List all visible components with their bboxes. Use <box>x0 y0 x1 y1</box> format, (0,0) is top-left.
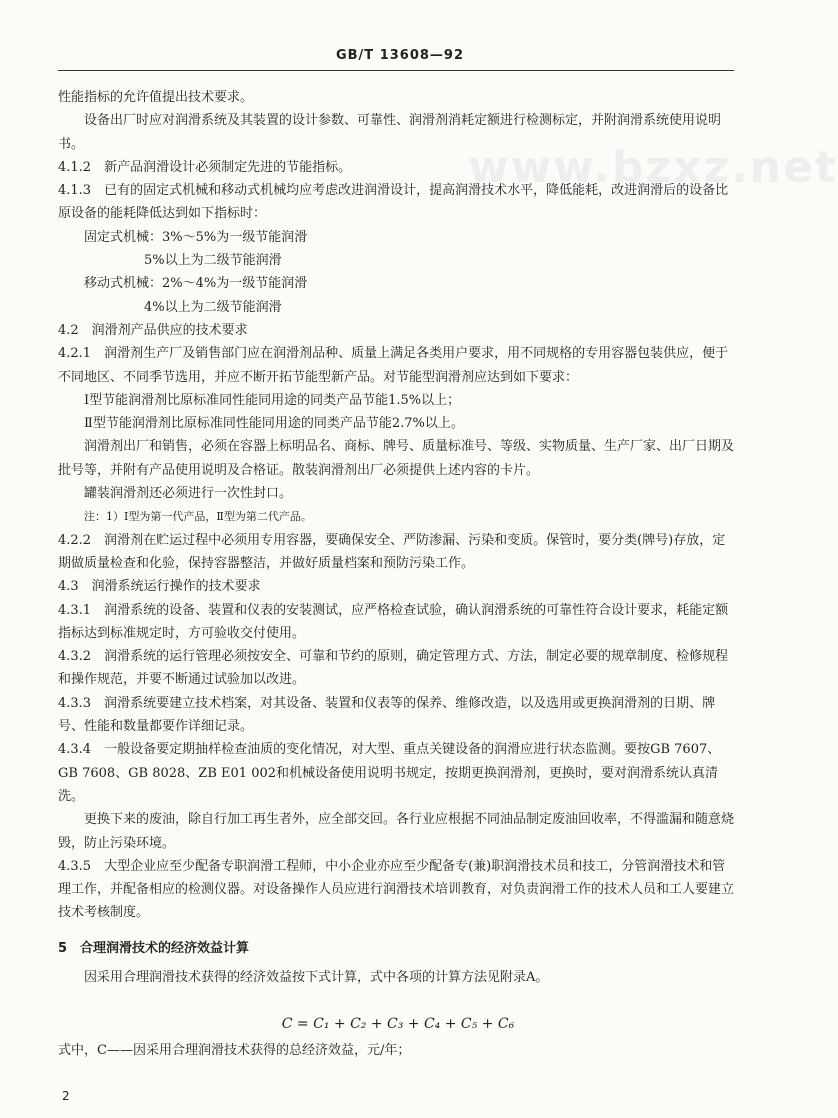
paragraph: 设备出厂时应对润滑系统及其装置的设计参数、可靠性、润滑剂消耗定额进行检测标定，并附润滑系统使用说明书。 <box>58 113 722 152</box>
section-4-3-heading: 4.3 润滑系统运行操作的技术要求 <box>58 579 261 595</box>
page-number: 2 <box>62 1089 70 1103</box>
clause-4-2-1: 4.2.1 润滑剂生产厂及销售部门应在润滑剂品种、质量上满足各类用户要求，用不同规格的专用容器包装供应，便于不同地区、不同季节选用，并应不断开拓节能型新产品。对节能型润滑剂应达到如下要求： <box>58 346 729 385</box>
clause-4-3-4: 4.3.4 一般设备要定期抽样检查油质的变化情况，对大型、重点关键设备的润滑应进行状态监测。要按GB 7607、GB 7608、GB 8028、ZB E01 002和机械设备使用说明书规定，按期更换润滑剂，更换时，要对润滑系统认真清洗。 <box>58 742 721 804</box>
clause-4-1-2: 4.1.2 新产品润滑设计必须制定先进的节能指标。 <box>58 159 352 175</box>
note: 注：1）Ⅰ型为第一代产品，Ⅱ型为第二代产品。 <box>84 510 312 524</box>
section-4-2-heading: 4.2 润滑剂产品供应的技术要求 <box>58 322 248 338</box>
clause-4-3-5: 4.3.5 大型企业应至少配备专职润滑工程师，中小企业亦应至少配备专(兼)职润滑技术员和技工，分管润滑技术和管理工作，并配备相应的检测仪器。对设备操作人员应进行润滑技术培训教育，对负责润滑工作的技术人员和工人要建立技术考核制度。 <box>58 858 735 921</box>
paragraph: 罐装润滑剂还必须进行一次性封口。 <box>84 486 293 502</box>
watermark: www.bzxz.net <box>468 142 838 193</box>
paragraph: 润滑剂出厂和销售，必须在容器上标明品名、商标、牌号、质量标准号、等级、实物质量、生产厂家、出厂日期及批号等，并附有产品使用说明及合格证。散装润滑剂出厂必须提供上述内容的卡片。 <box>58 439 735 478</box>
paragraph: 更换下来的废油，除自行加工再生者外，应全部交回。各行业应根据不同油品制定废油回收率，不得滥漏和随意烧毁，防止污染环境。 <box>58 812 735 851</box>
header-rule <box>58 70 734 71</box>
indicator-line: 5%以上为二级节能润滑 <box>144 253 282 269</box>
document-body <box>58 86 738 1062</box>
section-5-heading: 5 合理润滑技术的经济效益计算 <box>58 940 250 956</box>
indicator-line: 固定式机械：3%～5%为一级节能润滑 <box>84 229 308 245</box>
paragraph: 性能指标的允许值提出技术要求。 <box>58 90 254 105</box>
clause-4-3-2: 4.3.2 润滑系统的运行管理必须按安全、可靠和节约的原则，确定管理方式、方法，制定必要的规章制度、检修规程和操作规范，并要不断通过试验加以改进。 <box>58 649 729 688</box>
document-header: GB/T 13608—92 <box>335 48 465 63</box>
clause-4-3-3: 4.3.3 润滑系统要建立技术档案，对其设备、装置和仪表等的保养、维修改造，以及选用或更换润滑剂的日期、牌号、性能和数量都要作详细记录。 <box>58 695 716 735</box>
formula: C = C₁ + C₂ + C₃ + C₄ + C₅ + C₆ <box>281 1016 515 1033</box>
paragraph: Ⅱ型节能润滑剂比原标准同性能同用途的同类产品节能2.7%以上。 <box>84 416 464 432</box>
paragraph: Ⅰ型节能润滑剂比原标准同性能同用途的同类产品节能1.5%以上； <box>84 392 461 408</box>
indicator-line: 移动式机械：2%～4%为一级节能润滑 <box>84 276 308 292</box>
clause-4-3-1: 4.3.1 润滑系统的设备、装置和仪表的安装测试，应严格检查试验，确认润滑系统的可靠性符合设计要求，耗能定额指标达到标准规定时，方可验收交付使用。 <box>58 602 729 641</box>
clause-4-1-3: 4.1.3 已有的固定式机械和移动式机械均应考虑改进润滑设计，提高润滑技术水平，降低能耗，改进润滑后的设备比原设备的能耗降低达到如下指标时： <box>58 183 729 222</box>
clause-4-2-2: 4.2.2 润滑剂在贮运过程中必须用专用容器，要确保安全、严防渗漏、污染和变质。保管时，要分类(牌号)存放，定期做质量检查和化验，保持容器整洁，并做好质量档案和预防污染工作。 <box>58 532 726 571</box>
indicator-line: 4%以上为二级节能润滑 <box>144 299 282 315</box>
formula-where: 式中，C——因采用合理润滑技术获得的总经济效益，元/年； <box>58 1042 411 1058</box>
paragraph: 因采用合理润滑技术获得的经济效益按下式计算，式中各项的计算方法见附录A。 <box>84 969 549 985</box>
